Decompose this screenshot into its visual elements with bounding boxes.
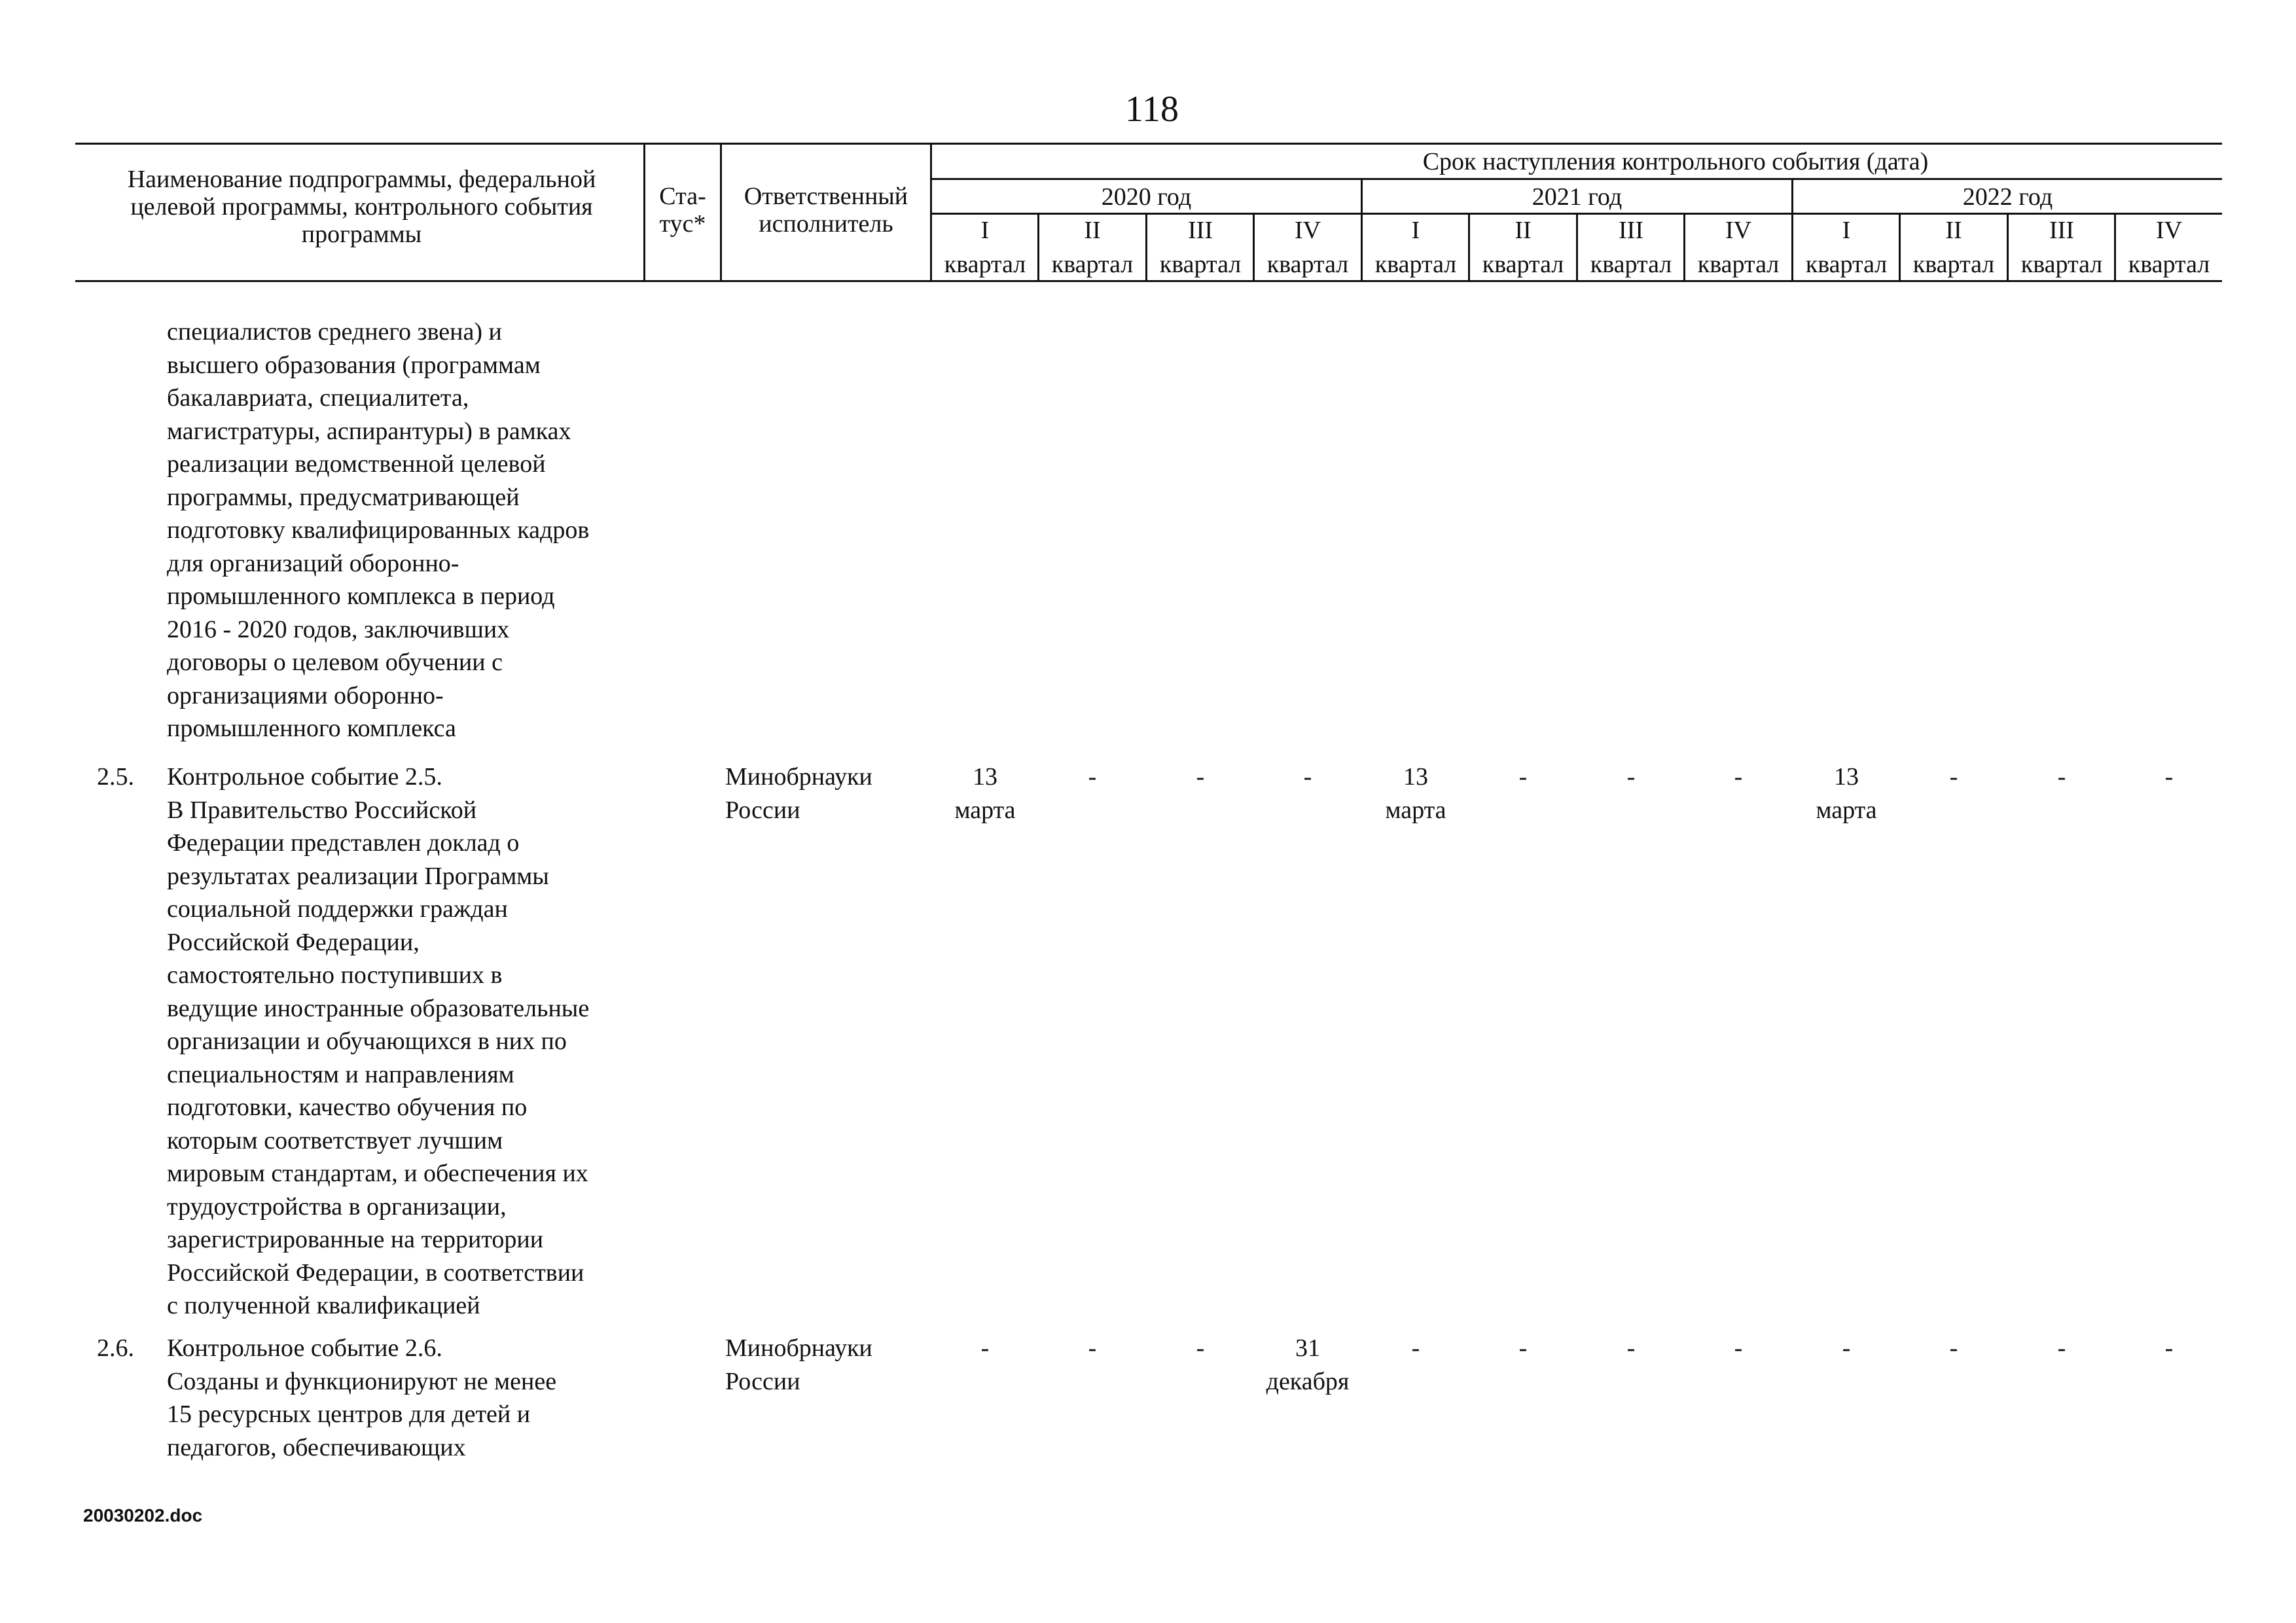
- quarter-value: -: [1734, 1334, 1743, 1362]
- quarter-value: -: [1196, 763, 1205, 791]
- quarter-word-label: квартал: [1051, 251, 1134, 278]
- quarter-value: -: [980, 1334, 990, 1362]
- quarter-word-label: квартал: [1159, 251, 1242, 278]
- page-number: 118: [1125, 89, 1179, 130]
- quarter-value: -: [1626, 763, 1636, 791]
- quarter-value: 13 марта: [1816, 763, 1877, 824]
- quarter-word-label: квартал: [2128, 251, 2210, 278]
- row-text: Контрольное событие 2.6. Созданы и функционируют не менее 15 ресурсных центров для детей и педагогов, обеспечивающих: [167, 1334, 557, 1461]
- header-period-group: Срок наступления контрольного события (дата): [1422, 148, 1929, 175]
- header-year-2021: 2021 год: [1532, 183, 1623, 211]
- row-number: 2.5.: [97, 763, 134, 791]
- header-status-column: Ста- тус*: [659, 183, 706, 238]
- quarter-word-label: квартал: [1482, 251, 1564, 278]
- quarter-value: -: [2057, 1334, 2066, 1362]
- header-year-2022: 2022 год: [1962, 183, 2053, 211]
- quarter-value: 13 марта: [1385, 763, 1446, 824]
- header-name-column: Наименование подпрограммы, федеральной целевой программы, контрольного события программы: [127, 166, 596, 248]
- quarter-roman-label: II: [1945, 217, 1962, 244]
- row-text: специалистов среднего звена) и высшего образования (программам бакалавриата, специалитета, магистратуры, аспирантуры) в рамках реализации ведомственной целевой программы, предусматривающей подготовку квалифицированных кадров для организаций оборонно- промышленного комплекса в период 2016 - 2020 годов, заключивших договоры о целевом обучении с организациями оборонно- промышленного комплекса: [167, 318, 590, 742]
- quarter-value: -: [1518, 763, 1528, 791]
- quarter-word-label: квартал: [1912, 251, 1995, 278]
- quarter-word-label: квартал: [1697, 251, 1780, 278]
- row-number: 2.6.: [97, 1334, 134, 1362]
- quarter-roman-label: III: [1619, 217, 1643, 244]
- quarter-roman-label: II: [1084, 217, 1101, 244]
- header-top-rule: [75, 143, 2222, 145]
- quarter-value: 31 декабря: [1266, 1334, 1350, 1395]
- quarter-roman-label: IV: [1294, 217, 1321, 244]
- quarter-roman-label: II: [1515, 217, 1532, 244]
- row-text: Контрольное событие 2.5. В Правительство Российской Федерации представлен доклад о результатах реализации Программы социальной поддержки граждан Российской Федерации, самостоятельно поступивших в ведущие иностранные образовательные организации и обучающихся в них по специальностям и направлениям подготовки, качество обучения по которым соответствует лучшим мировым стандартам, и обеспечения их трудоустройства в организации, зарегистрированные на территории Российской Федерации, в соответствии с полученной квалификацией: [167, 763, 590, 1319]
- quarter-word-label: квартал: [944, 251, 1026, 278]
- header-year-2020: 2020 год: [1101, 183, 1192, 211]
- quarter-roman-label: I: [1411, 217, 1420, 244]
- quarter-value: -: [1411, 1334, 1420, 1362]
- quarter-roman-label: IV: [2155, 217, 2183, 244]
- row-responsible: Минобрнауки России: [725, 763, 872, 824]
- col-divider-status: [643, 143, 645, 282]
- quarter-value: -: [1949, 763, 1958, 791]
- quarter-roman-label: III: [2049, 217, 2074, 244]
- quarter-roman-label: IV: [1725, 217, 1752, 244]
- quarter-value: -: [2164, 1334, 2174, 1362]
- row-responsible: Минобрнауки России: [725, 1334, 872, 1395]
- col-divider-responsible: [720, 143, 722, 282]
- quarter-word-label: квартал: [1266, 251, 1349, 278]
- quarter-value: -: [1303, 763, 1312, 791]
- quarter-word-label: квартал: [1805, 251, 1888, 278]
- period-group-rule: [930, 178, 2222, 180]
- quarter-value: -: [1088, 763, 1097, 791]
- table-header: [0, 0, 2296, 288]
- quarter-value: -: [1734, 763, 1743, 791]
- footer-document-code: 20030202.doc: [83, 1505, 203, 1525]
- quarter-value: -: [2057, 763, 2066, 791]
- quarter-value: -: [1196, 1334, 1205, 1362]
- quarter-value: -: [1949, 1334, 1958, 1362]
- quarter-value: -: [1518, 1334, 1528, 1362]
- quarter-value: -: [1626, 1334, 1636, 1362]
- header-responsible-column: Ответственный исполнитель: [744, 183, 908, 238]
- quarter-value: 13 марта: [954, 763, 1016, 824]
- quarter-value: -: [1842, 1334, 1851, 1362]
- quarter-word-label: квартал: [1590, 251, 1672, 278]
- quarter-roman-label: III: [1188, 217, 1213, 244]
- quarter-value: -: [2164, 763, 2174, 791]
- quarter-word-label: квартал: [2020, 251, 2103, 278]
- quarter-word-label: квартал: [1374, 251, 1457, 278]
- quarter-value: -: [1088, 1334, 1097, 1362]
- quarter-roman-label: I: [1842, 217, 1851, 244]
- quarter-roman-label: I: [980, 217, 990, 244]
